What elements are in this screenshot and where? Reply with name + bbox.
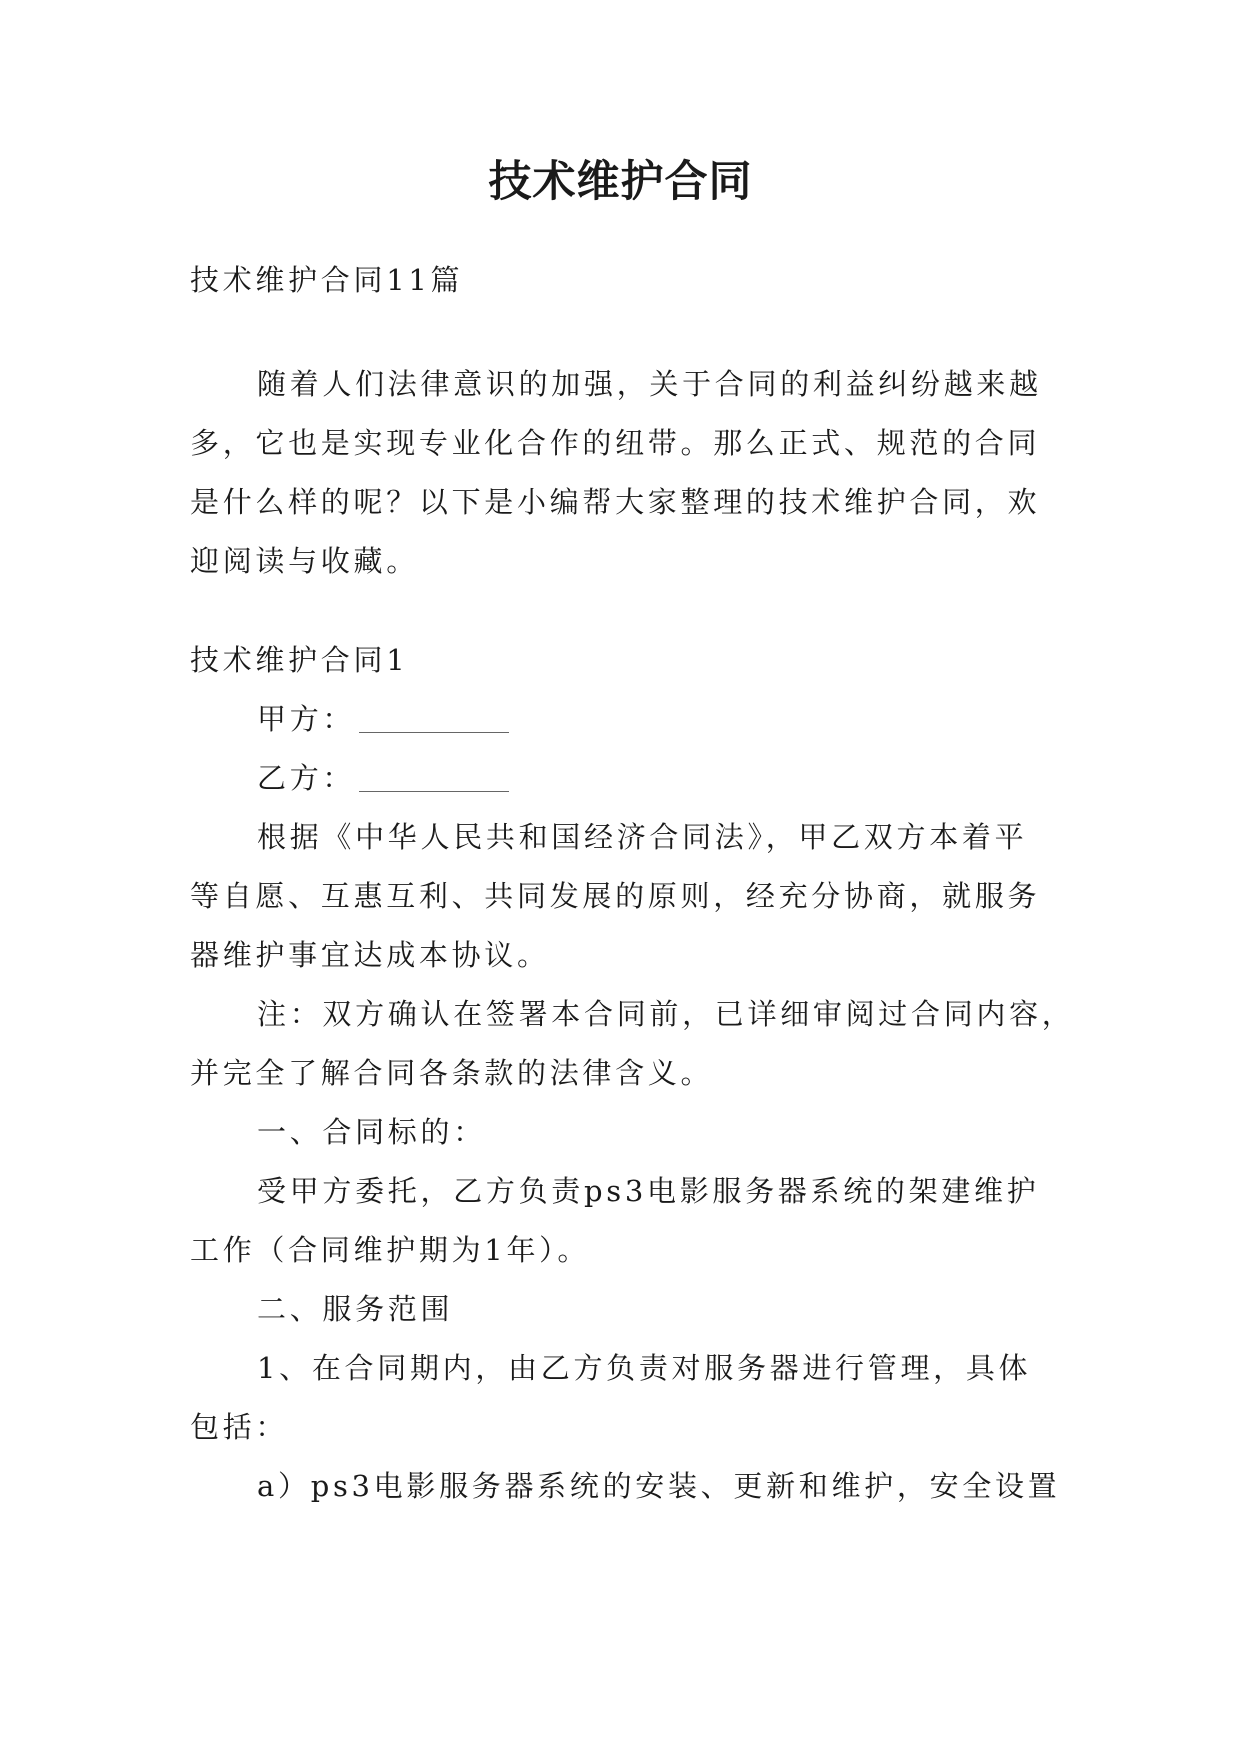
- section-heading: 技术维护合同1: [190, 643, 409, 677]
- party-b-blank: [359, 761, 509, 792]
- clause-item-line: a）ps3电影服务器系统的安装、更新和维护，安全设置: [257, 1469, 1061, 1503]
- clause-item-line: 包括：: [190, 1410, 289, 1444]
- basis-paragraph-line: 等自愿、互惠互利、共同发展的原则，经充分协商，就服务: [190, 879, 1041, 913]
- clause-text-line: 工作（合同维护期为1年）。: [190, 1233, 591, 1267]
- clause-heading: 二、服务范围: [257, 1292, 454, 1326]
- clause-item-line: 1、在合同期内，由乙方负责对服务器进行管理，具体: [257, 1351, 1032, 1385]
- document-title: 技术维护合同: [488, 157, 753, 207]
- intro-paragraph-line: 迎阅读与收藏。: [190, 544, 419, 578]
- basis-paragraph-line: 器维护事宜达成本协议。: [190, 938, 550, 972]
- clause-text-line: 受甲方委托，乙方负责ps3电影服务器系统的架建维护: [257, 1174, 1040, 1208]
- intro-paragraph-line: 随着人们法律意识的加强，关于合同的利益纠纷越来越: [257, 367, 1042, 401]
- basis-paragraph-line: 根据《中华人民共和国经济合同法》，甲乙双方本着平: [257, 820, 1028, 854]
- intro-paragraph-line: 多，它也是实现专业化合作的纽带。那么正式、规范的合同: [190, 426, 1041, 460]
- note-paragraph-line: 并完全了解合同各条款的法律含义。: [190, 1056, 714, 1090]
- clause-heading: 一、合同标的：: [257, 1115, 486, 1149]
- party-b-label: 乙方：: [257, 761, 356, 795]
- party-a-line: [190, 690, 1050, 749]
- document-subtitle: 技术维护合同11篇: [190, 263, 464, 297]
- party-b-line: [190, 749, 1050, 808]
- party-a-blank: [359, 702, 509, 733]
- intro-paragraph-line: 是什么样的呢？以下是小编帮大家整理的技术维护合同，欢: [190, 485, 1041, 519]
- note-paragraph-line: 注：双方确认在签署本合同前，已详细审阅过合同内容，: [257, 997, 1075, 1031]
- party-a-label: 甲方：: [257, 702, 356, 736]
